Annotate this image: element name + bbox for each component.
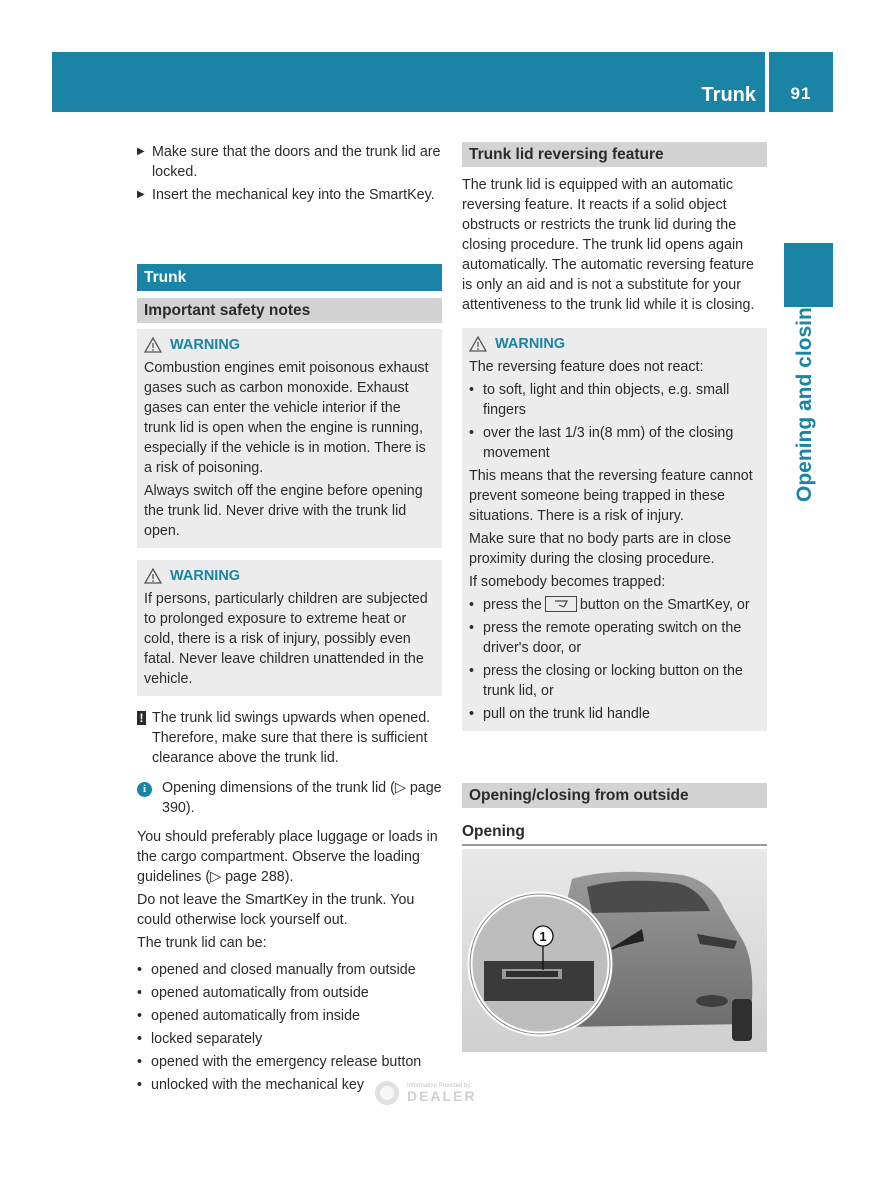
triangle-bullet-icon: ▶ bbox=[137, 146, 145, 157]
warning-title: WARNING bbox=[170, 568, 241, 584]
list-item: • press the remote operating switch on the driver's door, or bbox=[469, 620, 742, 656]
warning-title: WARNING bbox=[170, 337, 241, 353]
subheading-opening: Opening bbox=[462, 822, 767, 846]
watermark-line1: Information Provided by: bbox=[407, 1083, 473, 1089]
watermark-line2: DEALER bbox=[407, 1088, 477, 1104]
list-item: • opened automatically from inside bbox=[137, 1008, 361, 1024]
dealer-watermark bbox=[373, 1078, 503, 1108]
info-icon: i bbox=[137, 782, 152, 797]
warning-triangle-icon bbox=[469, 336, 487, 352]
warning-box-exhaust bbox=[137, 329, 442, 548]
trunk-key-icon bbox=[545, 596, 577, 612]
subsection-title-safety: Important safety notes bbox=[137, 298, 442, 323]
body-paragraph: Do not leave the SmartKey in the trunk. You could otherwise lock yourself out. bbox=[137, 892, 415, 928]
list-item: • opened automatically from outside bbox=[137, 985, 369, 1001]
right-opening-section bbox=[462, 783, 767, 846]
header-bar bbox=[52, 52, 765, 112]
side-tab-label: Opening and closing bbox=[793, 294, 816, 502]
warning-text: Always switch off the engine before opening the trunk lid. Never drive with the trunk lid open. bbox=[144, 483, 423, 539]
info-note: i Opening dimensions of the trunk lid (▷ page 390). bbox=[137, 778, 442, 818]
warning-box-temperature bbox=[137, 560, 442, 696]
warning-title: WARNING bbox=[495, 336, 566, 352]
left-steps bbox=[137, 142, 442, 208]
list-item: • opened with the emergency release button bbox=[137, 1054, 422, 1070]
list-item: • locked separately bbox=[137, 1031, 263, 1047]
intro-paragraph: The trunk lid is equipped with an automatic reversing feature. It reacts if a solid object obstructs or restricts the trunk lid during the closing procedure. The trunk lid opens again automatically. The automatic reversing feature is only an aid and is not a substitute for your attentiveness to the trunk lid while it is closing. bbox=[462, 177, 755, 313]
page-title: Trunk bbox=[701, 84, 756, 106]
exclamation-icon: ! bbox=[137, 711, 146, 725]
right-reversing-section bbox=[462, 142, 767, 731]
list-item: • press the button on the SmartKey, or bbox=[469, 597, 750, 613]
caution-note: ! The trunk lid swings upwards when opened. Therefore, make sure that there is sufficient clearance above the trunk lid. bbox=[137, 708, 442, 768]
trunk-figure bbox=[462, 849, 767, 1052]
warning-box-reversing: WARNING The reversing feature does not react: • to soft, light and thin objects, e.g. small fingers • over the last 1/3 in(8 mm) of the closing movement This means that the reversing feature cannot prevent someone being trapped in these situations. There is a risk of injury. Make sure that no body parts are in close proximity during the closing procedure. If somebody becomes trapped: • press the button on the SmartKey, or • press the remote operating switch on the driver's door, or • press the closing or locking button on the trunk lid, or • pull on the trunk lid handle bbox=[462, 328, 767, 731]
list-item: • opened and closed manually from outside bbox=[137, 962, 416, 978]
figure-callout-1: 1 bbox=[539, 929, 547, 944]
section-title-opening-closing: Opening/closing from outside bbox=[462, 783, 767, 808]
warning-text: If persons, particularly children are subjected to prolonged exposure to extreme heat or cold, there is a risk of injury, possibly even fatal. Never leave children unattended in the vehicle. bbox=[144, 591, 428, 687]
body-paragraph: The trunk lid can be: bbox=[137, 935, 267, 951]
list-item: • pull on the trunk lid handle bbox=[469, 706, 650, 722]
page-number: 91 bbox=[790, 84, 812, 103]
warning-triangle-icon bbox=[144, 568, 162, 584]
left-trunk-section bbox=[137, 264, 442, 1098]
list-item: • to soft, light and thin objects, e.g. small fingers bbox=[469, 382, 730, 418]
step-item: ▶ Insert the mechanical key into the SmartKey. bbox=[137, 187, 435, 203]
body-paragraph: You should preferably place luggage or loads in the cargo compartment. Observe the loading guidelines (▷ page 288). bbox=[137, 829, 438, 885]
list-item: • unlocked with the mechanical key bbox=[137, 1077, 364, 1093]
triangle-bullet-icon: ▶ bbox=[137, 189, 145, 200]
list-item: • press the closing or locking button on the trunk lid, or bbox=[469, 663, 743, 699]
section-title-reversing: Trunk lid reversing feature bbox=[462, 142, 767, 167]
list-item: • over the last 1/3 in(8 mm) of the closing movement bbox=[469, 425, 734, 461]
warning-text: Combustion engines emit poisonous exhaust gases such as carbon monoxide. Exhaust gases can enter the vehicle interior if the trunk lid is open when the engine is running, especially if the vehicle is in motion. There is a risk of poisoning. bbox=[144, 360, 429, 476]
step-item: ▶ Make sure that the doors and the trunk lid are locked. bbox=[137, 144, 441, 180]
section-title-trunk: Trunk bbox=[137, 264, 442, 291]
warning-triangle-icon bbox=[144, 337, 162, 353]
